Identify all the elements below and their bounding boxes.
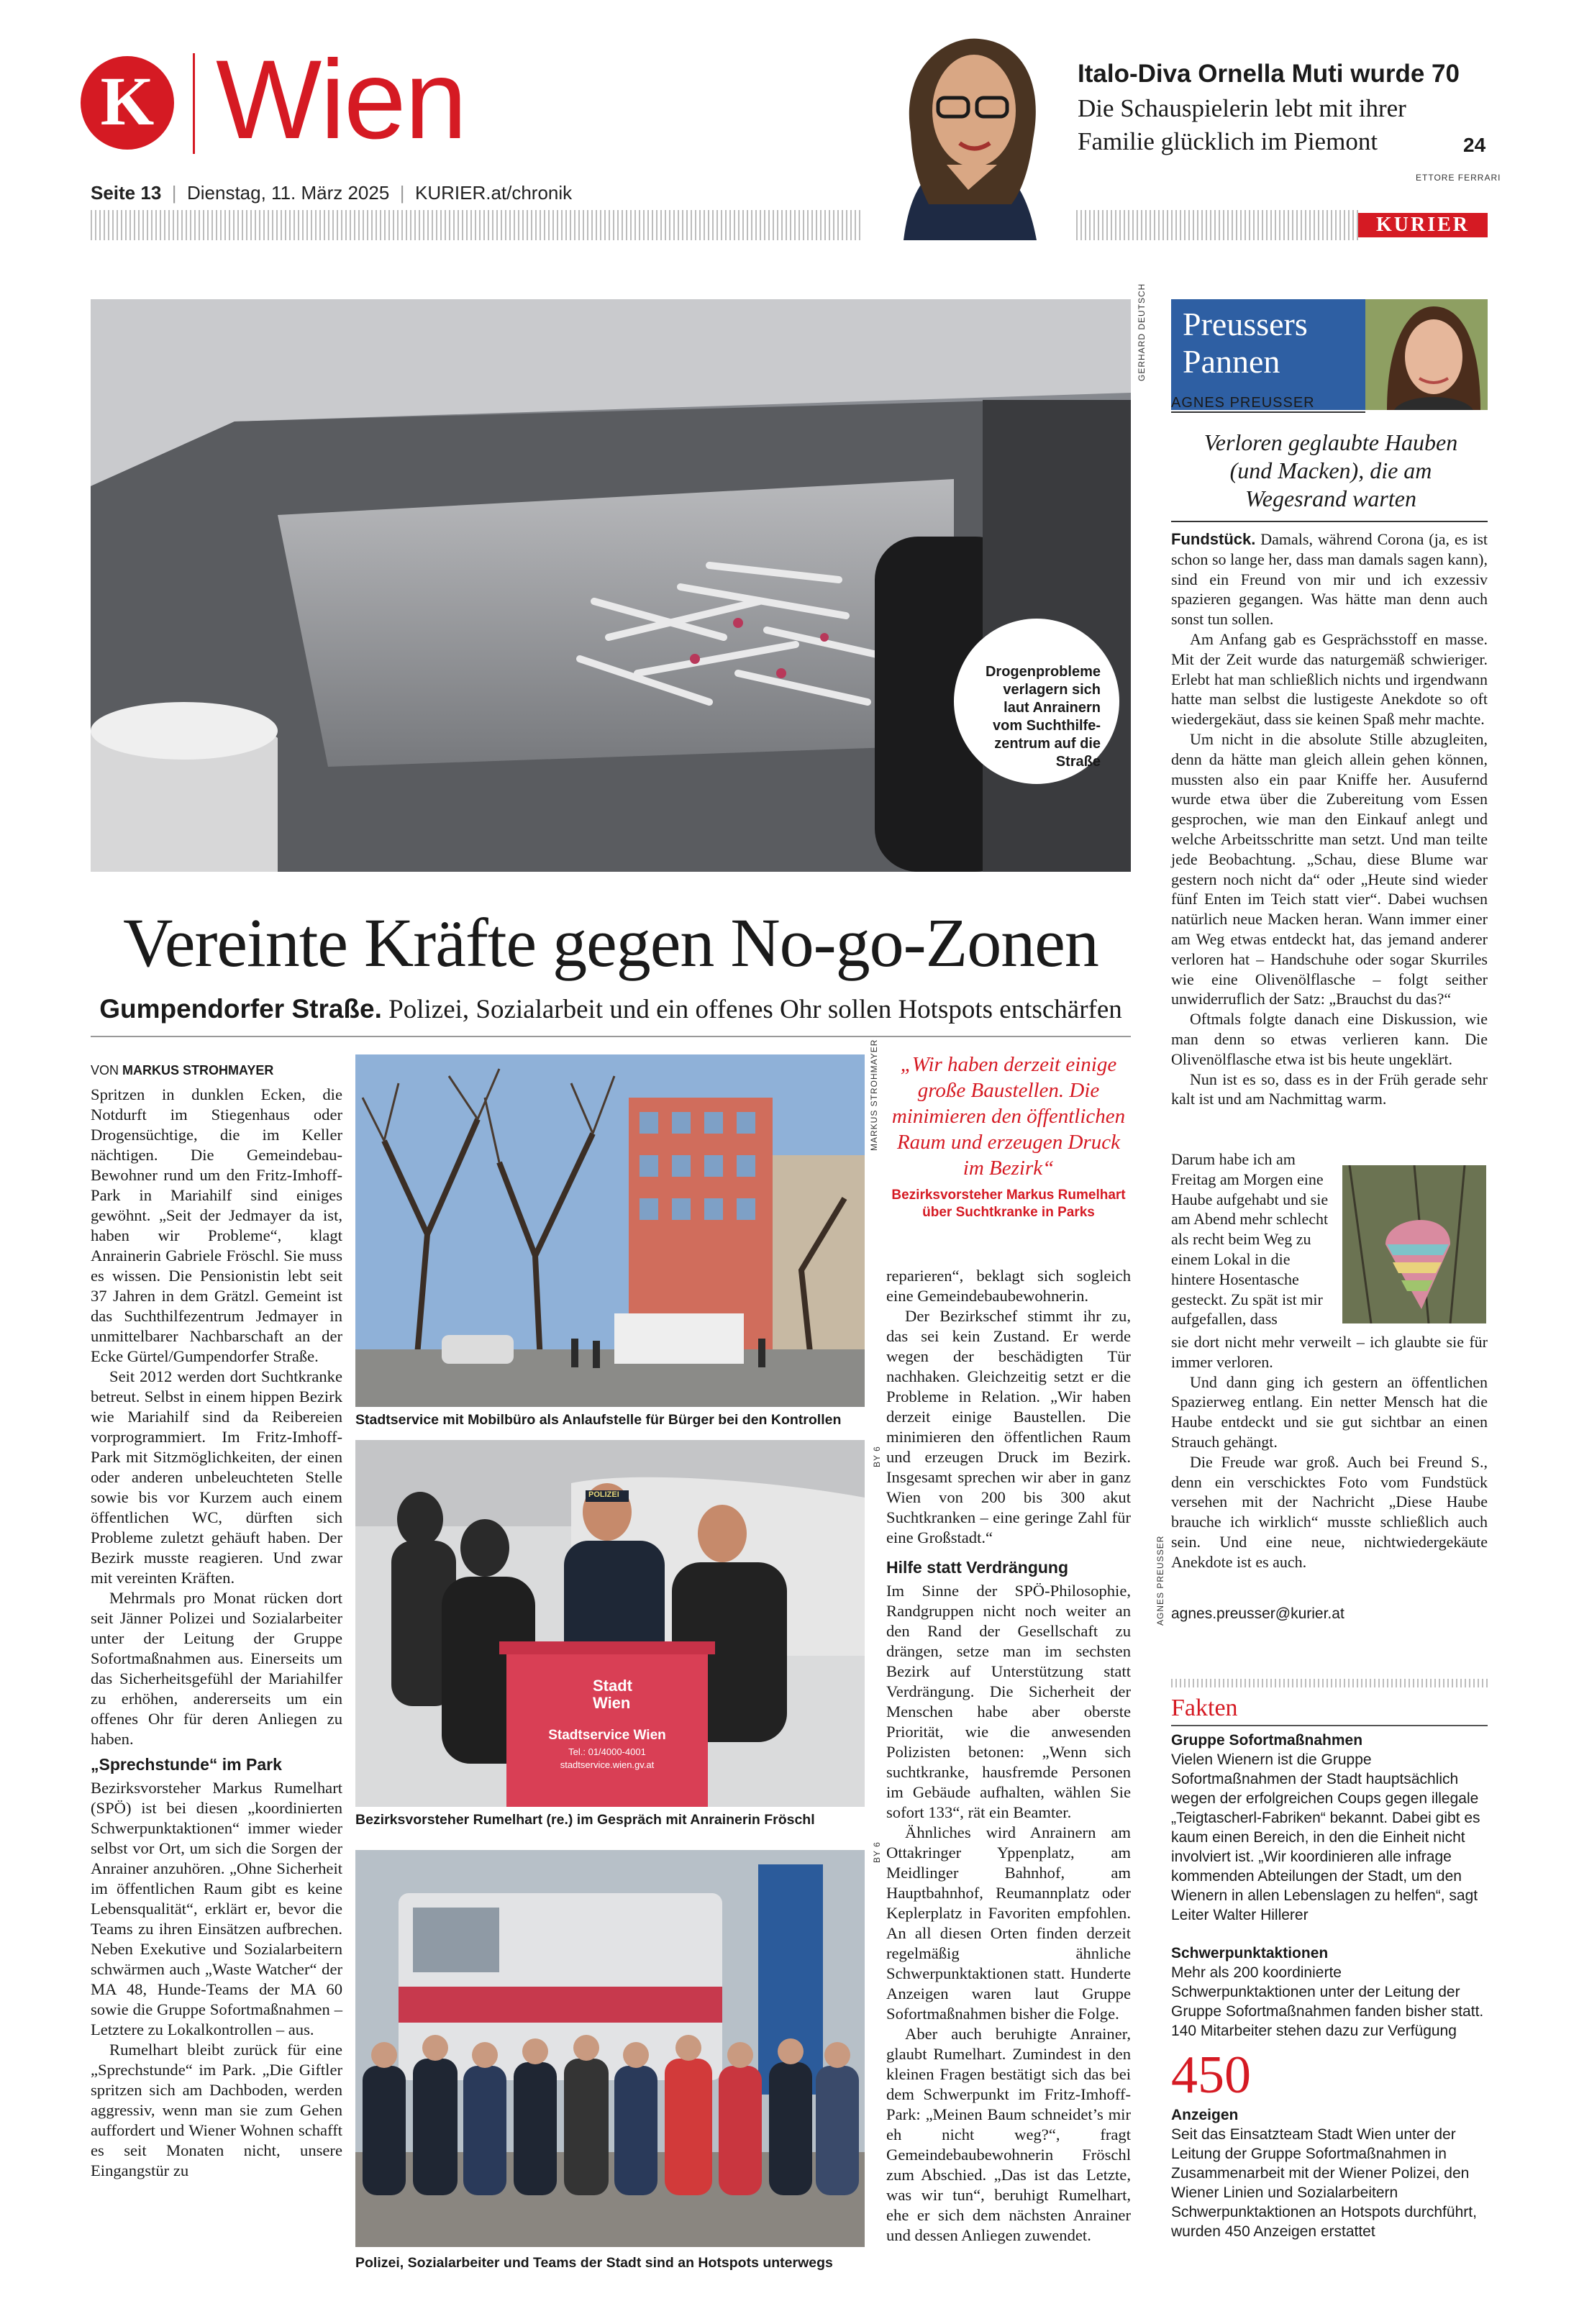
article-paragraph: Mehrmals pro Monat rücken dort seit Jänner Polizei und Sozialarbeiter unter der Leitung der Gruppe Sofortmaßnahmen aus. Einerseits um das Sicherheitsgefühl der Mariahilfer zu erhöhen, andererseits um ein offenes Ohr für deren Anliegen zu haben. — [91, 1589, 342, 1748]
article-paragraph: Seit 2012 werden dort Suchtkranke betreut. Selbst in einem hippen Bezirk wie Mariahilf sind da Reibereien vorprogrammiert. Im Fritz-Imhoff-Park mit Sitzmöglichkeiten, der einen oder anderen unbeleuchteten Stelle sowie bis vor Kurzem auch einem öffentlichen WC, dürften sich Probleme zuletzt gehäuft haben. Der Bezirk musste reagieren. Und zwar mit vereinten Kräften. — [91, 1367, 342, 1587]
kurier-k-logo — [81, 56, 174, 150]
column-photo-credit: AGNES PREUSSER — [1155, 1535, 1165, 1626]
logo-divider — [193, 53, 195, 154]
facts-title: Fakten — [1171, 1695, 1238, 1721]
column-body — [1171, 529, 1488, 1109]
section-url[interactable]: KURIER.at/chronik — [414, 182, 573, 204]
article-paragraph: Aber auch beruhigte Anrainer, glaubt Rumelhart. Zumindest in den kleinen Fragen bestätigt sich das bei dem Schwerpunkt im Fritz-Imhoff-Park: „Meinen Baum schneidet’s mir eh nicht weg?“, fragt Gemeindebaubewohnerin Fröschl zum Abschied. „Das ist das Letzte, was wir tun“, beruhigt Rumelhart, ehe er sich dem nächsten Anrainer und dessen Anliegen zuwendet. — [886, 2025, 1131, 2244]
desk-brand: Stadt Wien — [593, 1677, 632, 1712]
facts-item-text: Seit das Einsatzteam Stadt Wien unter der Leitung der Gruppe Sofortmaßnahmen in Zusammenarbeit mit der Wiener Polizei, den Wiener Linien und Sozialarbeitern Schwerpunktaktionen an Hotspots durchführt, wurden 450 Anzeigen erstattet — [1171, 2126, 1477, 2240]
syringe-box-illustration — [91, 299, 1131, 872]
teaser-photo-credit: ETTORE FERRARI — [1416, 173, 1501, 183]
caption-stadtservice: Stadtservice mit Mobilbüro als Anlaufstelle für Bürger bei den Kontrollen — [355, 1412, 842, 1428]
column-paragraph: Die Freude war groß. Auch bei Freund S., denn ein verschicktes Foto vom Fundstück versehen mit der Nachricht „Diese Haube brauche ich wirklich“ musste schließlich auch sein. Und eine neue, nichtwiedergekäute Anekdote ist es auch. — [1171, 1452, 1488, 1571]
teaser-text: Die Schauspielerin lebt mit ihrer Familie glücklich im Piemont — [1078, 94, 1406, 155]
header-rule-right — [1076, 210, 1358, 240]
article-paragraph: Rumelhart bleibt zurück für eine „Sprechstunde“ im Park. „Die Giftler spritzen sich am Dachboden, werden aggressiv, wenn man sie zum Gehen auffordert und Wiener Wohnen schafft es seit Monaten nicht, unsere Eingangstür zu — [91, 2041, 342, 2179]
quote-photo-credit: MARKUS STROHMAYER — [869, 1039, 879, 1151]
section-title: Wien — [216, 37, 466, 163]
column-paragraph: Und dann ging ich gestern an öffentlichen Spazierweg entlang. Ein netter Mensch hat die Haube entdeckt und sie gut sichtbar an einen Strauch gehängt. — [1171, 1372, 1488, 1451]
article-headline: Vereinte Kräfte gegen No-go-Zonen — [123, 904, 1098, 981]
column-paragraph: Oftmals folgte danach eine Diskussion, wie man denn so etwas verlieren kann. Die Olivenölflasche etwa ist bis heute ungeklärt. — [1171, 1010, 1488, 1068]
column-paragraph-text: Damals, während Corona (ja, es ist schon so lange her, dass man damals sagen kann), sind ein Freund von mir und ich exzessiv spazieren gegangen. Was hätte man denn auch sonst tun sollen. — [1171, 530, 1488, 629]
facts-rule — [1171, 1679, 1488, 1687]
column-author-photo — [1365, 299, 1488, 410]
pull-quote: „Wir haben derzeit einige große Baustellen. Die minimieren den öffentlichen Raum und erzeugen Druck im Bezirk“ — [891, 1053, 1126, 1180]
column-wrap-text: Darum habe ich am Freitag am Morgen eine Haube aufgehabt und sie am Abend mehr schlecht als recht beim Weg zu einem Lokal in die hintere Hosentasche gesteckt. Zu spät ist mir aufgefallen, dass — [1171, 1150, 1329, 1329]
subheading-sprechstunde: „Sprechstunde“ im Park — [91, 1755, 282, 1774]
article-column-1 — [91, 1085, 342, 2181]
page-meta: Seite 13 | Dienstag, 11. März 2025 | KURIER.at/chronik — [91, 182, 573, 204]
facts-title-rule — [1171, 1725, 1488, 1726]
photo-credit-by6-b: BY 6 — [872, 1841, 882, 1863]
hero-photo-credit: GERHARD DEUTSCH — [1137, 283, 1147, 381]
photo-teams-group — [355, 1850, 865, 2247]
column-paragraph: sie dort nicht mehr verweilt – ich glaubte sie für immer verloren. — [1171, 1333, 1488, 1371]
facts-item-title: Anzeigen — [1171, 2107, 1239, 2123]
logo-letter: K — [100, 63, 155, 140]
byline-author: MARKUS STROHMAYER — [122, 1063, 274, 1077]
subheading-hilfe: Hilfe statt Verdrängung — [886, 1558, 1069, 1577]
hero-bubble — [954, 619, 1119, 784]
column-paragraph — [1171, 529, 1488, 629]
portrait-illustration — [860, 24, 1076, 240]
desk-service: Stadtservice Wien — [548, 1728, 666, 1743]
pull-quote-source: Bezirksvorsteher Markus Rumelhart über Suchtkranke in Parks — [891, 1188, 1126, 1220]
facts-item-title: Schwerpunktaktionen — [1171, 1945, 1329, 1961]
article-paragraph: reparieren“, beklagt sich sogleich eine Gemeindebaubewohnerin. — [886, 1267, 1131, 1305]
column-body-2 — [1171, 1332, 1488, 1572]
photo-credit-by6-a: BY 6 — [872, 1446, 882, 1467]
column-author-rule — [1171, 411, 1365, 413]
article-paragraph: Im Sinne der SPÖ-Philosophie, Randgruppen nicht noch weiter an den Rand der Gesellschaft zu drängen, setze man im sechsten Bezirk auf Unterstützung statt Verdrängung. Die Sicherheit der Menschen habe aber oberste Priorität, wie die anwesenden Polizisten betonen: „Wenn sich suchtkranke, hausfremde Personen im Gebäude aufhalten, wählen Sie sofort 133“, rät ein Beamter. — [886, 1582, 1131, 1821]
article-column-3 — [886, 1266, 1131, 2246]
article-paragraph: Bezirksvorsteher Markus Rumelhart (SPÖ) ist bei diesen „koordinierten Schwerpunktaktionen“ immer wieder selbst vor Ort, um sich die Sorgen der Anrainer anzuhören. „Ohne Sicherheit im öffentlichen Raum gibt es keine Lebensqualität“, erklärt er, bevor die Teams zu ihren Einsätzen aufbrechen. Neben Exekutive und Sozialarbeitern schwärmen auch „Waste Watcher“ der MA 48, Hunde-Teams der MA 60 sowie die Gruppe Sofortmaßnahmen – Letztere zu Lokalkontrollen – aus. — [91, 1779, 342, 2038]
teaser-portrait — [860, 24, 1076, 240]
desk-url: stadtservice.wien.gv.at — [560, 1759, 655, 1770]
byline — [91, 1062, 273, 1079]
column-paragraph: Um nicht in die absolute Stille abzugleiten, denn da hätte man gleich allein gehen können, mussten also ein paar Kniffe her. Ausufernd wurde etwa über die Zubereitung vom Essen gesprochen, wie man den Einkauf anlegt und welche Arbeitsschritte man setzt. Und man teilte jede Beobachtung. „Schau, diese Blume war gestern noch nicht da“ oder „Heute sind wieder fünf Enten im Teich statt vier“. Dabei wuchsen natürlich neue Macken heran. Wann immer einer am Weg etwas entdeckt hat, das jemand anderer verloren hat – Handschuhe oder sogar Skurriles wie eine Olivenölflasche – folgt seither unwiderruflich der Satz: „Brauchst du das?“ — [1171, 729, 1488, 1008]
issue-date: Dienstag, 11. März 2025 — [186, 182, 390, 204]
facts-item-text: Vielen Wienern ist die Gruppe Sofortmaßnahmen der Stadt hauptsächlich wegen der erfolgreichen Coups gegen illegale „Teigtascherl-Fabriken“ bekannt. Dabei gibt es kaum einen Bereich, in den die Einheit nicht involviert ist. „Wir koordinieren alle infrage kommenden Abteilungen der Stadt, um den Wienern in allen Lebenslagen zu helfen“, sagt Leiter Walter Hillerer — [1171, 1751, 1480, 1923]
hero-photo — [91, 299, 1131, 872]
article-rule — [91, 1036, 1131, 1037]
column-author: AGNES PREUSSER — [1171, 395, 1315, 411]
caption-rumelhart: Bezirksvorsteher Rumelhart (re.) im Gespräch mit Anrainerin Fröschl — [355, 1812, 815, 1828]
facts-item-text: Mehr als 200 koordinierte Schwerpunktaktionen unter der Leitung der Gruppe Sofortmaßnahmen fanden bisher statt. 140 Mitarbeiter stehen dazu zur Verfügung — [1171, 1964, 1484, 2039]
photo-stadtservice — [355, 1054, 865, 1407]
column-lead: Fundstück. — [1171, 530, 1256, 548]
column-hat-photo — [1342, 1165, 1486, 1323]
teaser-title[interactable]: Italo-Diva Ornella Muti wurde 70 — [1078, 60, 1460, 88]
author-portrait-illustration — [1365, 299, 1488, 410]
column-email[interactable]: agnes.preusser@kurier.at — [1171, 1605, 1344, 1622]
hero-bubble-text: Drogenprobleme verlagern sich laut Anrainern vom Suchthilfe-zentrum auf die Straße — [985, 664, 1101, 770]
article-kicker: Gumpendorfer Straße. — [99, 994, 382, 1024]
group-photo-illustration — [355, 1850, 865, 2247]
section-header — [0, 0, 1579, 245]
photo-rumelhart-conversation — [355, 1440, 865, 1807]
teaser-page-ref[interactable]: 24 — [1463, 134, 1486, 156]
kurier-brand-mark: KURIER — [1358, 213, 1488, 237]
column-tagline-rule — [1171, 521, 1488, 522]
column-paragraph: Am Anfang gab es Gesprächsstoff en masse. Mit der Zeit wurde das naturgemäß schwieriger. Erlebt hat man schließlich nichts und irgendwann hatte man selbst die lustigeste Anekdote so oft wiedergekäut, dass sie keinen Spaß mehr machte. — [1171, 629, 1488, 729]
caption-teams: Polizei, Sozialarbeiter und Teams der Stadt sind an Hotspots unterwegs — [355, 2255, 833, 2271]
column-title-line1: Preussers — [1183, 306, 1308, 342]
header-rule — [91, 210, 860, 240]
column-title-line2: Pannen — [1183, 343, 1280, 380]
facts-big-number: 450 — [1171, 2046, 1251, 2105]
column-header — [1171, 299, 1488, 410]
column-tagline: Verloren geglaubte Hauben (und Macken), die am Wegesrand warten — [1203, 429, 1458, 511]
facts-body — [1171, 1731, 1488, 2241]
article-paragraph: Ähnliches wird Anrainern am Ottakringer Yppenplatz, am Meidlinger Bahnhof, am Hauptbahnhof, Reumannplatz oder Keplerplatz in Favoriten empfohlen. An all diesen Orten finden derzeit regelmäßig ähnliche Schwerpunktaktionen statt. Hunderte Anzeigen waren laut Gruppe Sofortmaßnahmen bisher die Folge. — [886, 1823, 1131, 2023]
park-street-illustration — [355, 1054, 865, 1407]
article-subhead-text: Polizei, Sozialarbeit und ein offenes Ohr sollen Hotspots entschärfen — [388, 995, 1122, 1024]
column-paragraph: Nun ist es so, dass es in der Früh gerade sehr kalt ist und am Nachmittag warm. — [1171, 1070, 1488, 1108]
byline-prefix: VON — [91, 1063, 119, 1077]
article-subhead — [91, 993, 1131, 1026]
page-number-label: Seite 13 — [91, 182, 162, 204]
hat-on-shrub-illustration — [1342, 1165, 1486, 1323]
police-cap-word: POLIZEI — [588, 1490, 619, 1499]
desk-tel: Tel.: 01/4000-4001 — [568, 1746, 646, 1757]
facts-item-title: Gruppe Sofortmaßnahmen — [1171, 1732, 1363, 1749]
article-paragraph: Spritzen in dunklen Ecken, die Notdurft im Stiegenhaus oder Drogensüchtige, die im Keller nächtigen. Die Gemeindebau-Bewohner rund um den Fritz-Imhoff-Park in Mariahilf sind einiges gewöhnt. „Seit der Jedmayer da ist, haben wir Probleme“, klagt Anrainerin Gabriele Fröschl. Sie muss es wissen. Die Pensionistin lebt seit 37 Jahren in dem Grätzl. Gemeint ist das Suchthilfezentrum Jedmayer in unmittelbarer Nachbarschaft an der Ecke Gürtel/Gumpendorfer Straße. — [91, 1085, 342, 1365]
article-paragraph: Der Bezirkschef stimmt ihr zu, das sei kein Zustand. Er werde wegen der beschädigten Tür nachhaken. Gleichzeitig setzt er die Probleme in Relation. „Wir haben derzeit einige Baustellen. Die minimieren den öffentlichen Raum und erzeugen Druck im Bezirk. Insgesamt sprechen wir aber in ganz Wien von 200 bis 300 akut Suchtkranken – eine geringe Zahl für eine Großstadt.“ — [886, 1307, 1131, 1546]
